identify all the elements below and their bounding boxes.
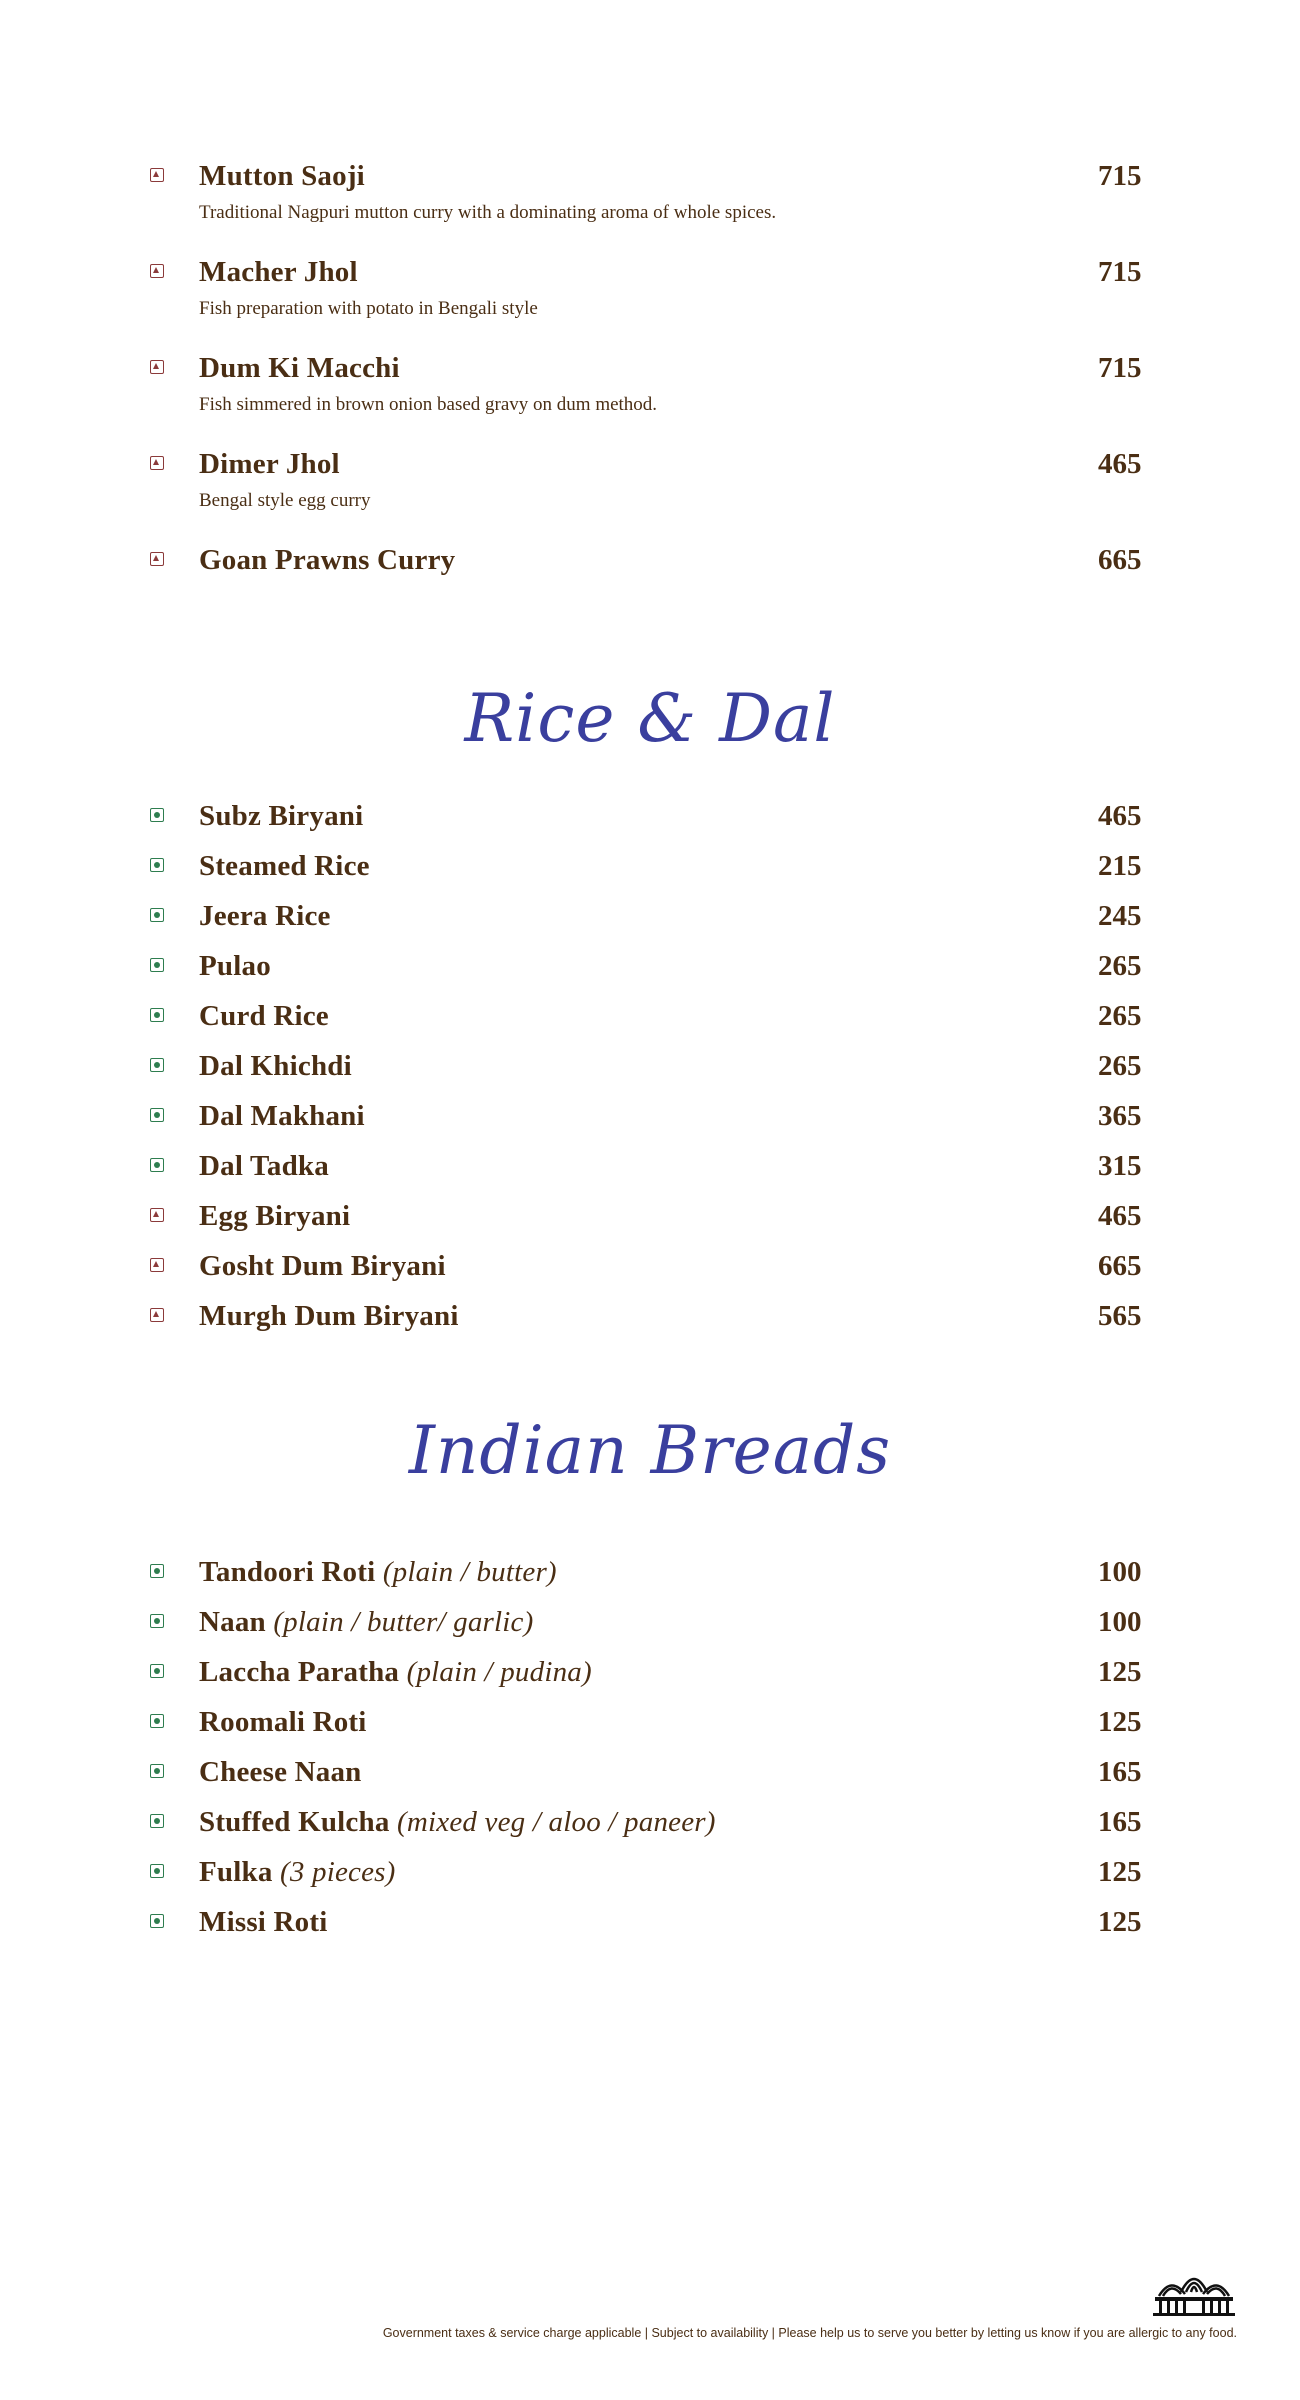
item-name-text: Stuffed Kulcha [199,1806,390,1838]
item-description: Traditional Nagpuri mutton curry with a dominating aroma of whole spices. [199,202,777,223]
menu-item [150,800,1150,840]
menu-item [150,1856,1150,1896]
menu-item [150,160,1150,223]
item-name-text: Curd Rice [199,1000,329,1032]
veg-icon [150,1108,164,1122]
item-name [199,1656,592,1689]
menu-item [150,1000,1150,1040]
menu-item [150,1100,1150,1140]
menu-item [150,1300,1150,1340]
menu-item [150,1906,1150,1946]
veg-icon [150,1714,164,1728]
item-name-text: Cheese Naan [199,1756,362,1788]
item-name [199,1050,352,1083]
item-name [199,448,340,481]
menu-item [150,1200,1150,1240]
section-heading: Rice & Dal [464,680,836,757]
non-veg-icon [150,1308,164,1322]
item-name [199,850,370,883]
non-veg-icon [150,168,164,182]
item-price: 715 [1098,256,1142,288]
item-price: 715 [1098,352,1142,384]
item-price: 265 [1098,1000,1142,1032]
section-heading: Indian Breads [408,1412,892,1489]
menu-item [150,1756,1150,1796]
item-price: 665 [1098,1250,1142,1282]
veg-icon [150,1008,164,1022]
item-name-text: Steamed Rice [199,850,370,882]
veg-icon [150,858,164,872]
veg-icon [150,1564,164,1578]
item-price: 565 [1098,1300,1142,1332]
item-name [199,544,455,577]
item-price: 265 [1098,950,1142,982]
item-name [199,1000,329,1033]
menu-item [150,1150,1150,1190]
item-name [199,1906,327,1939]
item-description: Fish simmered in brown onion based gravy on dum method. [199,394,658,415]
menu-item [150,1050,1150,1090]
menu-item [150,900,1150,940]
item-name-text: Missi Roti [199,1906,328,1938]
veg-icon [150,1058,164,1072]
item-note: (mixed veg / aloo / paneer) [396,1806,716,1838]
menu-item [150,352,1150,415]
item-note: (plain / butter) [382,1556,557,1588]
item-price: 125 [1098,1856,1142,1888]
item-note: (plain / butter/ garlic) [273,1606,534,1638]
item-name [199,950,271,983]
item-name-text: Mutton Saoji [199,160,365,192]
item-name-text: Gosht Dum Biryani [199,1250,446,1282]
item-price: 665 [1098,544,1142,576]
item-note: (3 pieces) [279,1856,396,1888]
item-name [199,900,331,933]
menu-item [150,1706,1150,1746]
menu-item [150,544,1150,584]
veg-icon [150,1864,164,1878]
item-price: 165 [1098,1806,1142,1838]
item-name-text: Macher Jhol [199,256,358,288]
item-name [199,800,363,833]
veg-icon [150,1158,164,1172]
item-name [199,256,358,289]
veg-icon [150,1814,164,1828]
veg-icon [150,1764,164,1778]
item-name [199,1856,396,1889]
item-name [199,1556,557,1589]
menu-item [150,1656,1150,1696]
veg-icon [150,1664,164,1678]
menu-item [150,850,1150,890]
item-name-text: Laccha Paratha [199,1656,400,1688]
item-name-text: Naan [199,1606,266,1638]
item-name-text: Murgh Dum Biryani [199,1300,459,1332]
menu-item [150,950,1150,990]
non-veg-icon [150,552,164,566]
item-price: 265 [1098,1050,1142,1082]
non-veg-icon [150,456,164,470]
item-price: 100 [1098,1556,1142,1588]
item-price: 125 [1098,1656,1142,1688]
item-description: Fish preparation with potato in Bengali style [199,298,538,319]
item-price: 125 [1098,1906,1142,1938]
veg-icon [150,958,164,972]
footer-disclaimer: Government taxes & service charge applicable | Subject to availability | Please help us to serve you better by letting us know if you are allergic to any food. [382,2326,1237,2340]
item-price: 245 [1098,900,1142,932]
non-veg-icon [150,360,164,374]
item-name [199,1150,329,1183]
menu-item [150,448,1150,511]
item-price: 715 [1098,160,1142,192]
item-name-text: Fulka [199,1856,273,1888]
menu-item [150,256,1150,319]
item-name [199,1706,367,1739]
item-name-text: Goan Prawns Curry [199,544,456,576]
menu-item [150,1250,1150,1290]
item-name-text: Roomali Roti [199,1706,367,1738]
item-name-text: Dal Makhani [199,1100,365,1132]
item-price: 100 [1098,1606,1142,1638]
item-price: 465 [1098,800,1142,832]
item-price: 215 [1098,850,1142,882]
veg-icon [150,1614,164,1628]
item-price: 165 [1098,1756,1142,1788]
menu-item [150,1606,1150,1646]
item-note: (plain / pudina) [406,1656,592,1688]
item-name-text: Tandoori Roti [199,1556,376,1588]
item-name [199,1756,362,1789]
menu-item [150,1556,1150,1596]
item-price: 365 [1098,1100,1142,1132]
item-name [199,1200,350,1233]
item-price: 125 [1098,1706,1142,1738]
non-veg-icon [150,1208,164,1222]
non-veg-icon [150,1258,164,1272]
item-name-text: Dimer Jhol [199,448,340,480]
veg-icon [150,1914,164,1928]
item-name [199,1806,716,1839]
veg-icon [150,808,164,822]
item-name [199,1100,365,1133]
item-name-text: Egg Biryani [199,1200,351,1232]
item-name [199,160,365,193]
item-name [199,352,400,385]
item-name-text: Dum Ki Macchi [199,352,400,384]
veg-icon [150,908,164,922]
item-price: 465 [1098,448,1142,480]
item-description: Bengal style egg curry [199,490,371,511]
restaurant-logo-icon [1151,2268,1237,2316]
item-price: 315 [1098,1150,1142,1182]
item-price: 465 [1098,1200,1142,1232]
item-name-text: Pulao [199,950,271,982]
non-veg-icon [150,264,164,278]
item-name [199,1300,459,1333]
menu-item [150,1806,1150,1846]
item-name-text: Jeera Rice [199,900,331,932]
item-name-text: Subz Biryani [199,800,364,832]
item-name-text: Dal Khichdi [199,1050,352,1082]
item-name [199,1606,533,1639]
item-name [199,1250,446,1283]
item-name-text: Dal Tadka [199,1150,329,1182]
